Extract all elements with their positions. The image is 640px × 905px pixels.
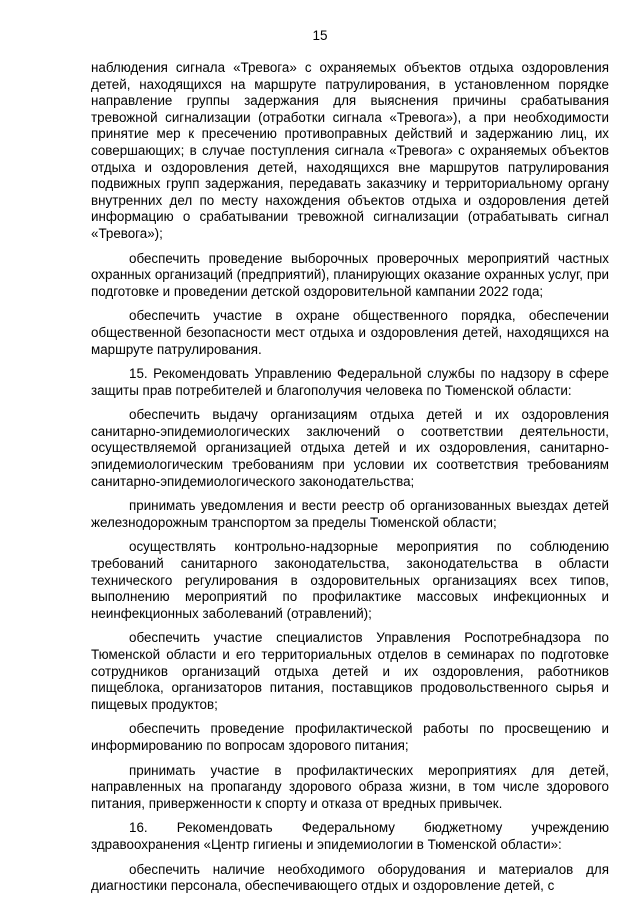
paragraph-signal-alarm: наблюдения сигнала «Тревога» с охраняемых объектов отдыха оздоровления детей, находящихся на маршруте патрулирования, в установленном порядке направление группы задержания для выяснения причины срабатывания тревожной сигнализации (отработки сигнала «Тревога»), а при необходимости принятие мер к пресечению противоправных действий и задержанию лиц, их совершающих; в случае поступления сигнала «Тревога» с охраняемых объектов отдыха и оздоровления детей, находящихся вне маршрутов патрулирования подвижных групп задержания, передавать заказчику и территориальному органу внутренних дел по месту нахождения объектов отдыха и оздоровления детей информацию о срабатывании тревожной сигнализации (отрабатывать сигнал «Тревога»);: [91, 60, 609, 241]
paragraph-nutrition-education: обеспечить проведение профилактической работы по просвещению и информированию по вопросам здорового питания;: [91, 721, 609, 753]
paragraph-control-measures: осуществлять контрольно-надзорные мероприятия по соблюдению требований санитарного законодательства, законодательства в области технического регулирования в оздоровительных организациях всех типов, выполнению мероприятий по профилактике массовых инфекционных и неинфекционных заболеваний (отравлений);: [91, 539, 609, 621]
document-body: [91, 60, 609, 903]
paragraph-public-order: обеспечить участие в охране общественного порядка, обеспечении общественной безопасности мест отдыха и оздоровления детей, находящихся на маршруте патрулирования.: [91, 308, 609, 357]
paragraph-sanitary-conclusions: обеспечить выдачу организациям отдыха детей и их оздоровления санитарно-эпидемиологических заключений о соответствии деятельности, осуществляемой организацией отдыха детей и их оздоровления, санитарно-эпидемиологическим требованиям при условии их соответствия требованиям санитарно-эпидемиологического законодательства;: [91, 407, 609, 489]
paragraph-seminars: обеспечить участие специалистов Управления Роспотребнадзора по Тюменской области и его территориальных отделов в семинарах по подготовке сотрудников организаций отдыха детей и их оздоровления, работников пищеблока, организаторов питания, поставщиков продовольственного сырья и пищевых продуктов;: [91, 630, 609, 712]
paragraph-item-16: 16. Рекомендовать Федеральному бюджетному учреждению здравоохранения «Центр гигиены и эпидемиологии в Тюменской области»:: [91, 820, 609, 852]
paragraph-rail-registry: принимать уведомления и вести реестр об организованных выездах детей железнодорожным транспортом за пределы Тюменской области;: [91, 498, 609, 530]
paragraph-item-15: 15. Рекомендовать Управлению Федеральной службы по надзору в сфере защиты прав потребителей и благополучия человека по Тюменской области:: [91, 366, 609, 398]
paragraph-diagnostics: обеспечить наличие необходимого оборудования и материалов для диагностики персонала, обеспечивающего отдых и оздоровление детей, с: [91, 861, 609, 894]
page-number: 15: [312, 28, 328, 43]
paragraph-security-checks: обеспечить проведение выборочных проверочных мероприятий частных охранных организаций (предприятий), планирующих оказание охранных услуг, при подготовке и проведении детской оздоровительной кампании 2022 года;: [91, 250, 609, 299]
paragraph-healthy-lifestyle: принимать участие в профилактических мероприятиях для детей, направленных на пропаганду здорового образа жизни, в том числе здорового питания, приверженности к спорту и отказа от вредных привычек.: [91, 762, 609, 811]
